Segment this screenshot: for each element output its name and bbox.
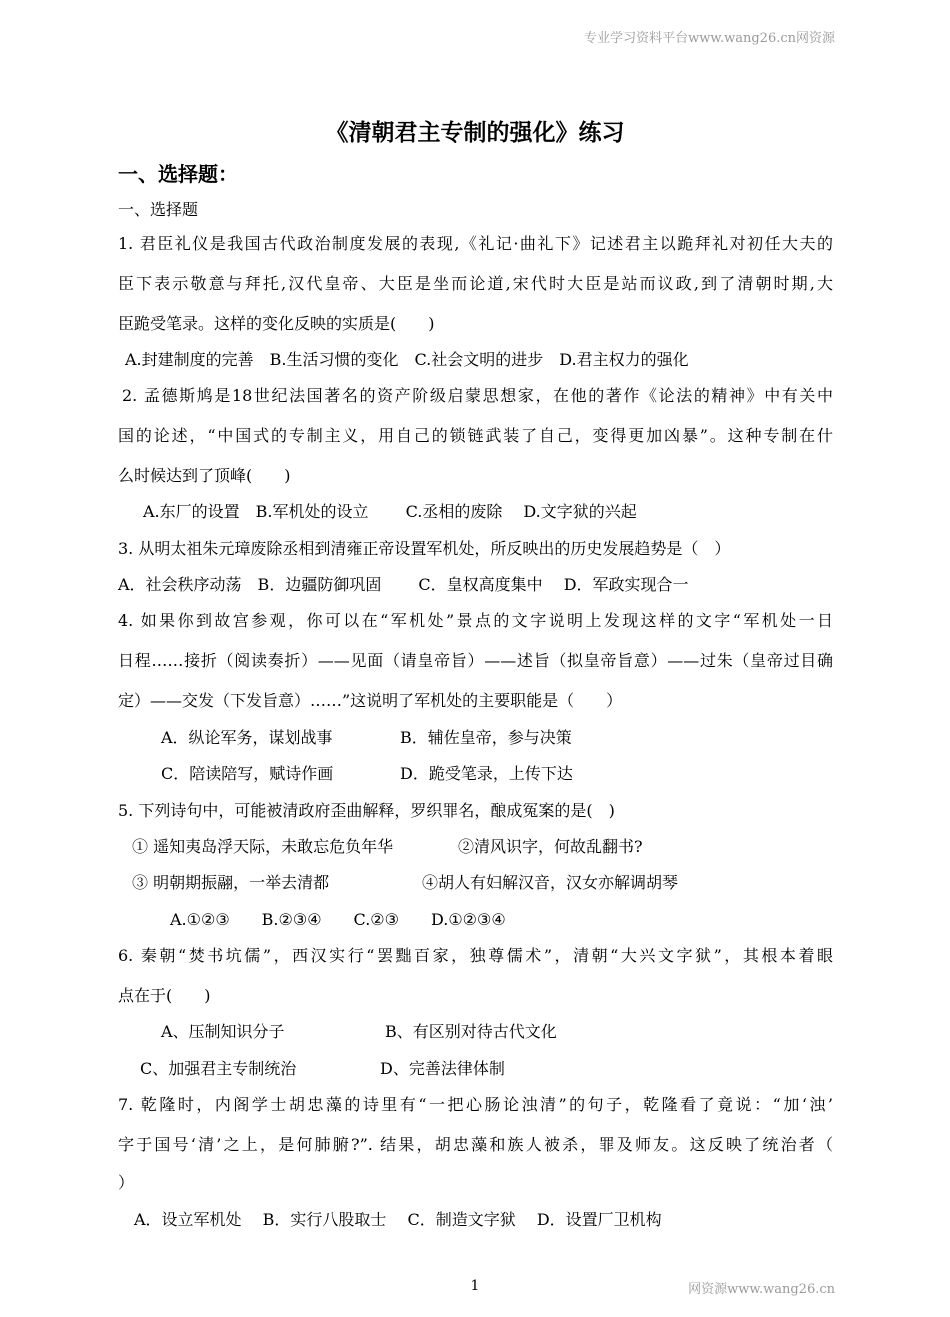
question-5-poem-4: ④胡人有妇解汉音，汉女亦解调胡琴 bbox=[422, 873, 679, 892]
question-5-line-1: 5. 下列诗句中，可能被清政府歪曲解释，罗织罪名，酿成冤案的是( ) bbox=[118, 801, 615, 820]
question-4-line-3: 定）——交发（下发旨意）……”这说明了军机处的主要职能是（ ） bbox=[118, 691, 623, 710]
section-heading: 一、选择题： bbox=[118, 162, 238, 186]
question-3-options: A．社会秩序动荡 B．边疆防御巩固 C．皇权高度集中 D．军政实现合一 bbox=[118, 575, 689, 594]
page-number: 1 bbox=[470, 1278, 480, 1294]
question-1-options: A.封建制度的完善 B.生活习惯的变化 C.社会文明的进步 D.君主权力的强化 bbox=[125, 350, 689, 369]
question-4-line-1: 4. 如果你到故宫参观，你可以在“军机处”景点的文字说明上发现这样的文字“军机处一日 bbox=[118, 611, 833, 630]
question-6-line-2: 点在于( ) bbox=[118, 986, 211, 1005]
question-2-line-1: 2. 孟德斯鸠是18世纪法国著名的资产阶级启蒙思想家，在他的著作《论法的精神》中有关中 bbox=[122, 386, 833, 405]
question-6-option-b: B、有区别对待古代文化 bbox=[385, 1022, 557, 1041]
question-1-line-3: 臣跪受笔录。这样的变化反映的实质是( ) bbox=[118, 314, 435, 333]
question-6-line-1: 6. 秦朝“焚书坑儒”，西汉实行“罢黜百家，独尊儒术”，清朝“大兴文字狱”，其根本着眼 bbox=[118, 946, 833, 965]
question-7-options: A．设立军机处 B．实行八股取士 C．制造文字狱 D．设置厂卫机构 bbox=[134, 1210, 662, 1229]
subsection-heading: 一、选择题 bbox=[118, 200, 199, 219]
question-7-line-3: ） bbox=[118, 1173, 135, 1192]
question-4-option-b: B．辅佐皇帝，参与决策 bbox=[400, 728, 572, 747]
page-header: 专业学习资料平台www.wang26.cn网资源 bbox=[584, 31, 835, 46]
question-2-line-3: 么时候达到了顶峰( ) bbox=[118, 466, 291, 485]
question-3-line-1: 3. 从明太祖朱元璋废除丞相到清雍正帝设置军机处，所反映出的历史发展趋势是（ ） bbox=[118, 539, 731, 558]
question-1-line-1: 1. 君臣礼仪是我国古代政治制度发展的表现,《礼记·曲礼下》记述君主以跪拜礼对初任大夫的 bbox=[118, 234, 833, 253]
question-4-line-2: 日程……接折（阅读奏折）——见面（请皇帝旨）——述旨（拟皇帝旨意）——过朱（皇帝过目确 bbox=[118, 651, 833, 670]
question-7-line-1: 7. 乾隆时，内阁学士胡忠藻的诗里有“一把心肠论浊清”的句子，乾隆看了竟说：“加‘浊’ bbox=[118, 1095, 833, 1114]
page-footer: 网资源www.wang26.cn bbox=[688, 1282, 835, 1297]
question-5-poem-3: ③ 明朝期振翮，一举去清都 bbox=[132, 873, 330, 892]
question-4-option-c: C．陪读陪写，赋诗作画 bbox=[161, 764, 334, 783]
question-1-line-2: 臣下表示敬意与拜托,汉代皇帝、大臣是坐而论道,宋代时大臣是站而议政,到了清朝时期,大 bbox=[118, 274, 833, 293]
question-5-poem-2: ②清风识字，何故乱翻书? bbox=[458, 837, 643, 856]
question-5-options: A.①②③ B.②③④ C.②③ D.①②③④ bbox=[170, 910, 506, 929]
question-4-option-d: D．跪受笔录，上传下达 bbox=[400, 764, 573, 783]
question-5-poem-1: ① 遥知夷岛浮天际，未敢忘危负年华 bbox=[132, 837, 394, 856]
question-2-options: A.东厂的设置 B.军机处的设立 C.丞相的废除 D.文字狱的兴起 bbox=[143, 502, 637, 521]
question-6-option-c: C、加强君主专制统治 bbox=[140, 1059, 297, 1078]
question-6-option-a: A、压制知识分子 bbox=[161, 1022, 285, 1041]
question-4-option-a: A．纵论军务，谋划战事 bbox=[161, 728, 333, 747]
document-title: 《清朝君主专制的强化》练习 bbox=[325, 120, 625, 146]
question-7-line-2: 字于国号‘清’之上，是何肺腑?”. 结果，胡忠藻和族人被杀，罪及师友。这反映了统治者（ bbox=[118, 1135, 833, 1154]
question-2-line-2: 国的论述，“中国式的专制主义，用自己的锁链武装了自己，变得更加凶暴”。这种专制在什 bbox=[118, 426, 833, 445]
question-6-option-d: D、完善法律体制 bbox=[380, 1059, 505, 1078]
